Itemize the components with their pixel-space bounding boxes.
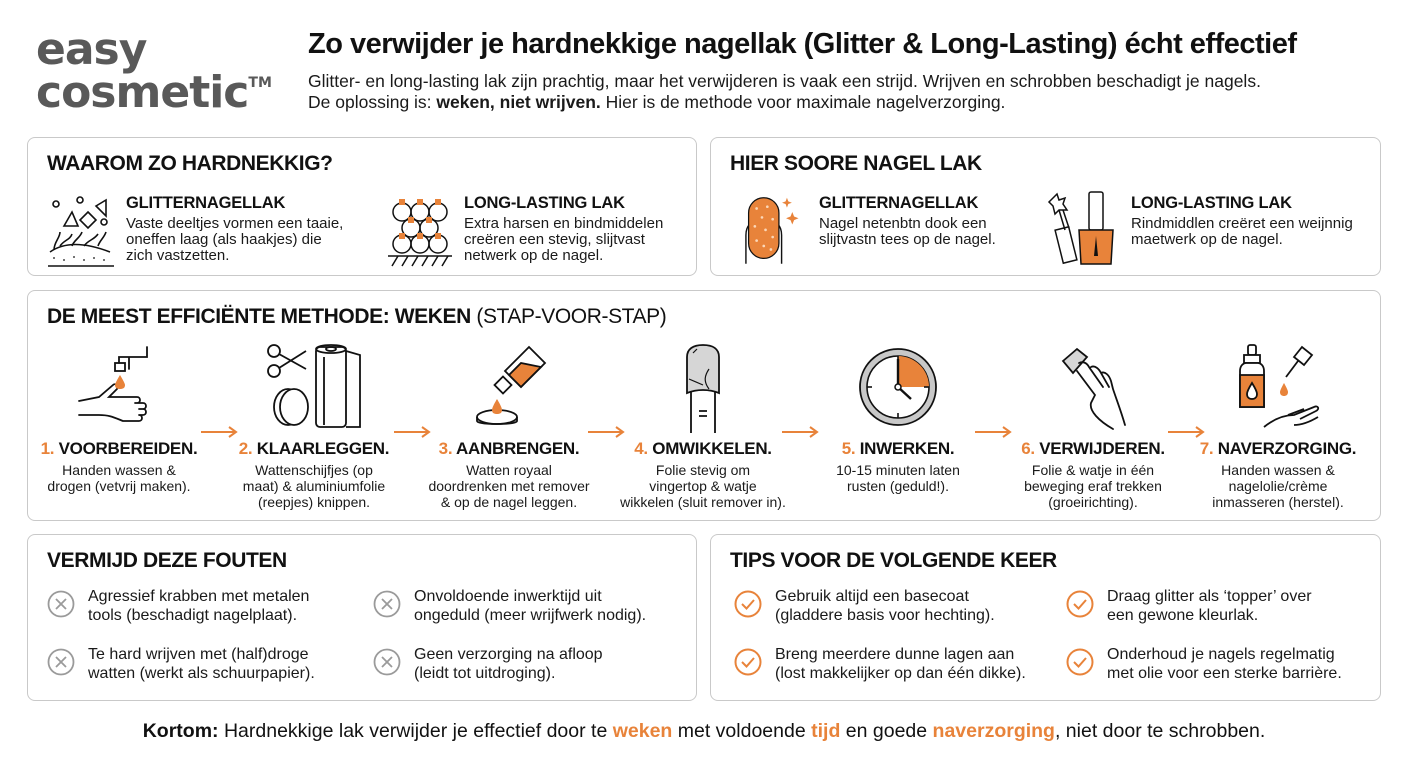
step-desc	[419, 462, 599, 510]
desc-line: Wattenschijfjes (op	[255, 462, 373, 478]
mistakes-card	[27, 534, 697, 701]
subtitle-line-2	[308, 92, 1388, 113]
brand-line-2	[36, 67, 272, 119]
desc-line: ongeduld (meer wrijfwerk nodig).	[414, 607, 647, 624]
brand-line-1: easy	[36, 24, 147, 75]
desc-line: Geen verzorging na afloop	[414, 646, 603, 663]
step-2	[224, 341, 404, 510]
desc-line: Breng meerdere dunne lagen aan	[775, 646, 1015, 663]
step-title	[808, 439, 988, 459]
summary-highlight: tijd	[811, 720, 841, 742]
type-item-desc	[1131, 216, 1353, 248]
mistake-item	[46, 587, 366, 625]
desc-line: Folie & watje in één	[1031, 462, 1155, 478]
desc-line: Folie stevig om	[655, 462, 751, 478]
step-desc	[613, 462, 793, 510]
card-title: VERMIJD DEZE FOUTEN	[47, 549, 287, 572]
mistake-text	[88, 645, 315, 683]
desc-line: inmasseren (herstel).	[1212, 494, 1344, 510]
subtitle-line-1: Glitter- en long-lasting lak zijn prachtig, maar het verwijderen is vaak een strijd. Wrijven en schrobben beschadigt je nagels.	[308, 71, 1261, 91]
summary-text: met voldoende	[672, 720, 812, 742]
step-title	[419, 439, 599, 459]
desc-line: (gladdere basis voor hechting).	[775, 607, 995, 624]
type-item-title: LONG-LASTING LAK	[1131, 194, 1292, 212]
nail-oil-icon	[1228, 341, 1328, 433]
desc-line: Onvoldoende inwerktijd uit	[414, 588, 602, 605]
desc-line: tools (beschadigt nagelplaat).	[88, 607, 298, 624]
step-6	[1003, 341, 1183, 510]
desc-line: netwerk op de nagel.	[464, 247, 604, 264]
glitter-particles-icon	[44, 190, 118, 268]
why-item-desc	[126, 216, 343, 264]
desc-line: maetwerk op de nagel.	[1131, 231, 1283, 248]
method-title-light: (STAP-VOOR-STAP)	[470, 305, 667, 328]
page-header	[308, 28, 1388, 113]
step-number: 1.	[40, 439, 55, 458]
desc-line: vingertop & watje	[649, 478, 757, 494]
desc-line: Handen wassen &	[62, 462, 176, 478]
desc-line: Vaste deeltjes vormen een taaie,	[126, 215, 344, 232]
step-desc	[1188, 462, 1368, 510]
type-item-glitter	[737, 190, 996, 268]
why-item-glitter	[44, 190, 343, 268]
desc-line: maat) & aluminiumfolie	[242, 478, 386, 494]
mistake-item	[372, 645, 692, 683]
step-number: 7.	[1199, 439, 1214, 458]
desc-line: slijtvastn tees op de nagel.	[819, 231, 996, 248]
nail-polish-types-card	[710, 137, 1381, 276]
step-desc	[224, 462, 404, 510]
desc-line: & op de nagel leggen.	[440, 494, 578, 510]
card-title	[47, 305, 666, 329]
step-5	[808, 341, 988, 494]
type-item-desc	[819, 216, 996, 248]
subtitle-prefix: De oplossing is:	[308, 92, 437, 112]
desc-line: Gebruik altijd een basecoat	[775, 588, 969, 605]
desc-line: Te hard wrijven met (half)droge	[88, 646, 309, 663]
summary-highlight: weken	[612, 720, 673, 742]
desc-line: beweging eraf trekken	[1024, 478, 1162, 494]
desc-line: (leidt tot uitdroging).	[414, 665, 556, 682]
why-item-title: GLITTERNAGELLAK	[126, 194, 286, 212]
desc-line: (reepjes) knippen.	[257, 494, 371, 510]
step-desc	[808, 462, 988, 494]
tip-item	[733, 645, 1053, 683]
desc-line: nagelolie/crème	[1228, 478, 1328, 494]
step-number: 2.	[238, 439, 253, 458]
step-number: 4.	[634, 439, 648, 458]
step-title-text: KLAARLEGGEN.	[256, 439, 390, 458]
mistake-text	[414, 587, 646, 625]
step-title	[613, 439, 793, 459]
why-item-title: LONG-LASTING LAK	[464, 194, 625, 212]
step-title	[1188, 439, 1368, 459]
method-title-bold: DE MEEST EFFICIËNTE METHODE: WEKEN	[47, 305, 471, 328]
tip-text	[1107, 645, 1342, 683]
step-number: 3.	[438, 439, 453, 458]
why-item-desc	[464, 216, 663, 264]
step-title-text: OMWIKKELEN.	[652, 439, 772, 458]
trademark: TM	[248, 75, 272, 92]
mistake-text	[414, 645, 603, 683]
wrapped-finger-icon	[653, 341, 753, 433]
desc-line: watten (werkt als schuurpapier).	[88, 665, 315, 682]
desc-line: Handen wassen &	[1221, 462, 1335, 478]
check-circle-icon	[1065, 589, 1095, 619]
scissors-foil-icon	[264, 341, 364, 433]
type-item-longlasting	[1045, 190, 1353, 268]
desc-line: zich vastzetten.	[126, 247, 230, 264]
desc-line: Onderhoud je nagels regelmatig	[1107, 646, 1335, 663]
glitter-nail-icon	[737, 190, 803, 268]
mistake-item	[46, 645, 366, 683]
tip-text	[775, 587, 995, 625]
remover-bottle-icon	[459, 341, 559, 433]
desc-line: 10-15 minuten laten	[836, 462, 960, 478]
step-3	[419, 341, 599, 510]
tip-item	[1065, 645, 1385, 683]
step-desc	[29, 462, 209, 494]
step-1	[29, 341, 209, 494]
desc-line: oneffen laag (als haakjes) die	[126, 231, 322, 248]
summary-label: Kortom:	[142, 720, 219, 742]
brand-logo	[36, 24, 272, 119]
desc-line: drogen (vetvrij maken).	[47, 478, 191, 494]
check-circle-icon	[733, 589, 763, 619]
summary-text: en goede	[840, 720, 933, 742]
step-4	[613, 341, 793, 510]
desc-line: een gewone kleurlak.	[1107, 607, 1259, 624]
hand-washing-icon	[69, 341, 169, 433]
desc-line: Watten royaal	[466, 462, 552, 478]
subtitle-suffix: Hier is de methode voor maximale nagelverzorging.	[600, 92, 1006, 112]
brand-name: cosmetic	[36, 67, 249, 119]
card-title: WAAROM ZO HARDNEKKIG?	[47, 152, 333, 175]
page-title: Zo verwijder je hardnekkige nagellak (Glitter & Long-Lasting) écht effectief	[308, 28, 1297, 60]
step-title-text: VERWIJDEREN.	[1039, 439, 1165, 458]
mistake-text	[88, 587, 309, 625]
x-circle-icon	[46, 589, 76, 619]
x-circle-icon	[372, 647, 402, 677]
desc-line: (groeirichting).	[1048, 494, 1138, 510]
clock-icon	[848, 341, 948, 433]
summary-highlight: naverzorging	[932, 720, 1055, 742]
card-title: TIPS VOOR DE VOLGENDE KEER	[730, 549, 1057, 572]
step-title-text: NAVERZORGING.	[1217, 439, 1357, 458]
x-circle-icon	[372, 589, 402, 619]
summary-footer	[0, 720, 1408, 743]
why-item-longlasting	[382, 190, 663, 268]
step-title-text: VOORBEREIDEN.	[58, 439, 198, 458]
step-title	[1003, 439, 1183, 459]
desc-line: doordrenken met remover	[428, 478, 590, 494]
type-item-title: GLITTERNAGELLAK	[819, 194, 979, 212]
step-7	[1188, 341, 1368, 510]
desc-line: Rindmiddlen creëret een weijnnig	[1131, 215, 1353, 232]
tip-text	[1107, 587, 1312, 625]
desc-line: rusten (geduld!).	[847, 478, 949, 494]
step-number: 5.	[841, 439, 856, 458]
hand-pulling-foil-icon	[1043, 341, 1143, 433]
mistake-item	[372, 587, 692, 625]
check-circle-icon	[1065, 647, 1095, 677]
nail-polish-bottle-icon	[1045, 190, 1119, 268]
summary-text: Hardnekkige lak verwijder je effectief door te	[218, 720, 613, 742]
tip-item	[1065, 587, 1385, 625]
step-desc	[1003, 462, 1183, 510]
tip-item	[733, 587, 1053, 625]
step-title-text: INWERKEN.	[859, 439, 955, 458]
desc-line: wikkelen (sluit remover in).	[620, 494, 786, 510]
step-title	[224, 439, 404, 459]
step-title-text: AANBRENGEN.	[456, 439, 580, 458]
soaking-method-card	[27, 290, 1381, 521]
desc-line: Extra harsen en bindmiddelen	[464, 215, 664, 232]
desc-line: Nagel netenbtn dook een	[819, 215, 987, 232]
subtitle-emphasis: weken, niet wrijven.	[436, 92, 601, 112]
step-title	[29, 439, 209, 459]
page-subtitle	[308, 71, 1388, 113]
check-circle-icon	[733, 647, 763, 677]
desc-line: met olie voor een sterke barrière.	[1107, 665, 1342, 682]
step-number: 6.	[1021, 439, 1035, 458]
tips-card	[710, 534, 1381, 701]
resin-network-icon	[382, 190, 456, 268]
desc-line: (lost makkelijker op dan één dikke).	[775, 665, 1026, 682]
why-stubborn-card	[27, 137, 697, 276]
desc-line: creëren een stevig, slijtvast	[464, 231, 645, 248]
desc-line: Draag glitter als ‘topper’ over	[1107, 588, 1312, 605]
tip-text	[775, 645, 1026, 683]
card-title: HIER SOORE NAGEL LAK	[730, 152, 982, 175]
desc-line: Agressief krabben met metalen	[88, 588, 310, 605]
x-circle-icon	[46, 647, 76, 677]
summary-text: , niet door te schrobben.	[1054, 720, 1266, 742]
